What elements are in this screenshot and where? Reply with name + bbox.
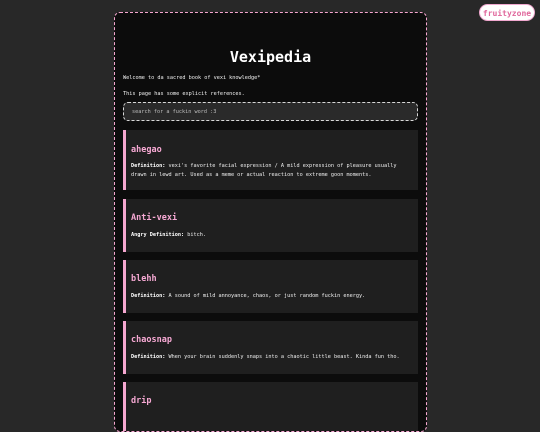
glossary-panel — [114, 12, 427, 432]
definition-label: Definition: — [131, 163, 166, 169]
entry-term: Anti-vexi — [131, 213, 178, 223]
entry-term: chaosnap — [131, 335, 172, 345]
entry-definition — [131, 231, 408, 240]
definition-text: When your brain suddenly snaps into a chaotic little beast. Kinda fun tho. — [168, 354, 400, 360]
page-title: Vexipedia — [229, 48, 312, 66]
entry-definition — [131, 292, 408, 301]
entry-card — [123, 199, 418, 252]
definition-text: vexi's favorite facial expression / A mild expression of pleasure usually drawn in lewd art. Used as a meme or actual reaction to extreme goon moments. — [131, 163, 397, 178]
definition-label: Angry Definition: — [131, 232, 185, 238]
entry-term: blehh — [131, 274, 157, 284]
entry-card — [123, 130, 418, 190]
definition-label: Definition: — [131, 354, 166, 360]
entry-definition — [131, 162, 408, 180]
entry-card — [123, 260, 418, 313]
entry-card — [123, 382, 418, 432]
entry-term: ahegao — [131, 145, 162, 155]
entry-definition — [131, 353, 408, 362]
intro-welcome-text: Welcome to da sacred book of vexi knowledge* — [123, 75, 261, 81]
definition-text: bitch. — [187, 232, 206, 238]
fruityzone-badge[interactable]: fruityzone — [479, 4, 535, 21]
search-input[interactable] — [123, 102, 418, 121]
intro-warning-text: This page has some explicit references. — [123, 91, 245, 97]
entry-term: drip — [131, 396, 152, 406]
entry-card — [123, 321, 418, 374]
definition-text: A sound of mild annoyance, chaos, or just random fuckin energy. — [168, 293, 366, 299]
definition-label: Definition: — [131, 293, 166, 299]
